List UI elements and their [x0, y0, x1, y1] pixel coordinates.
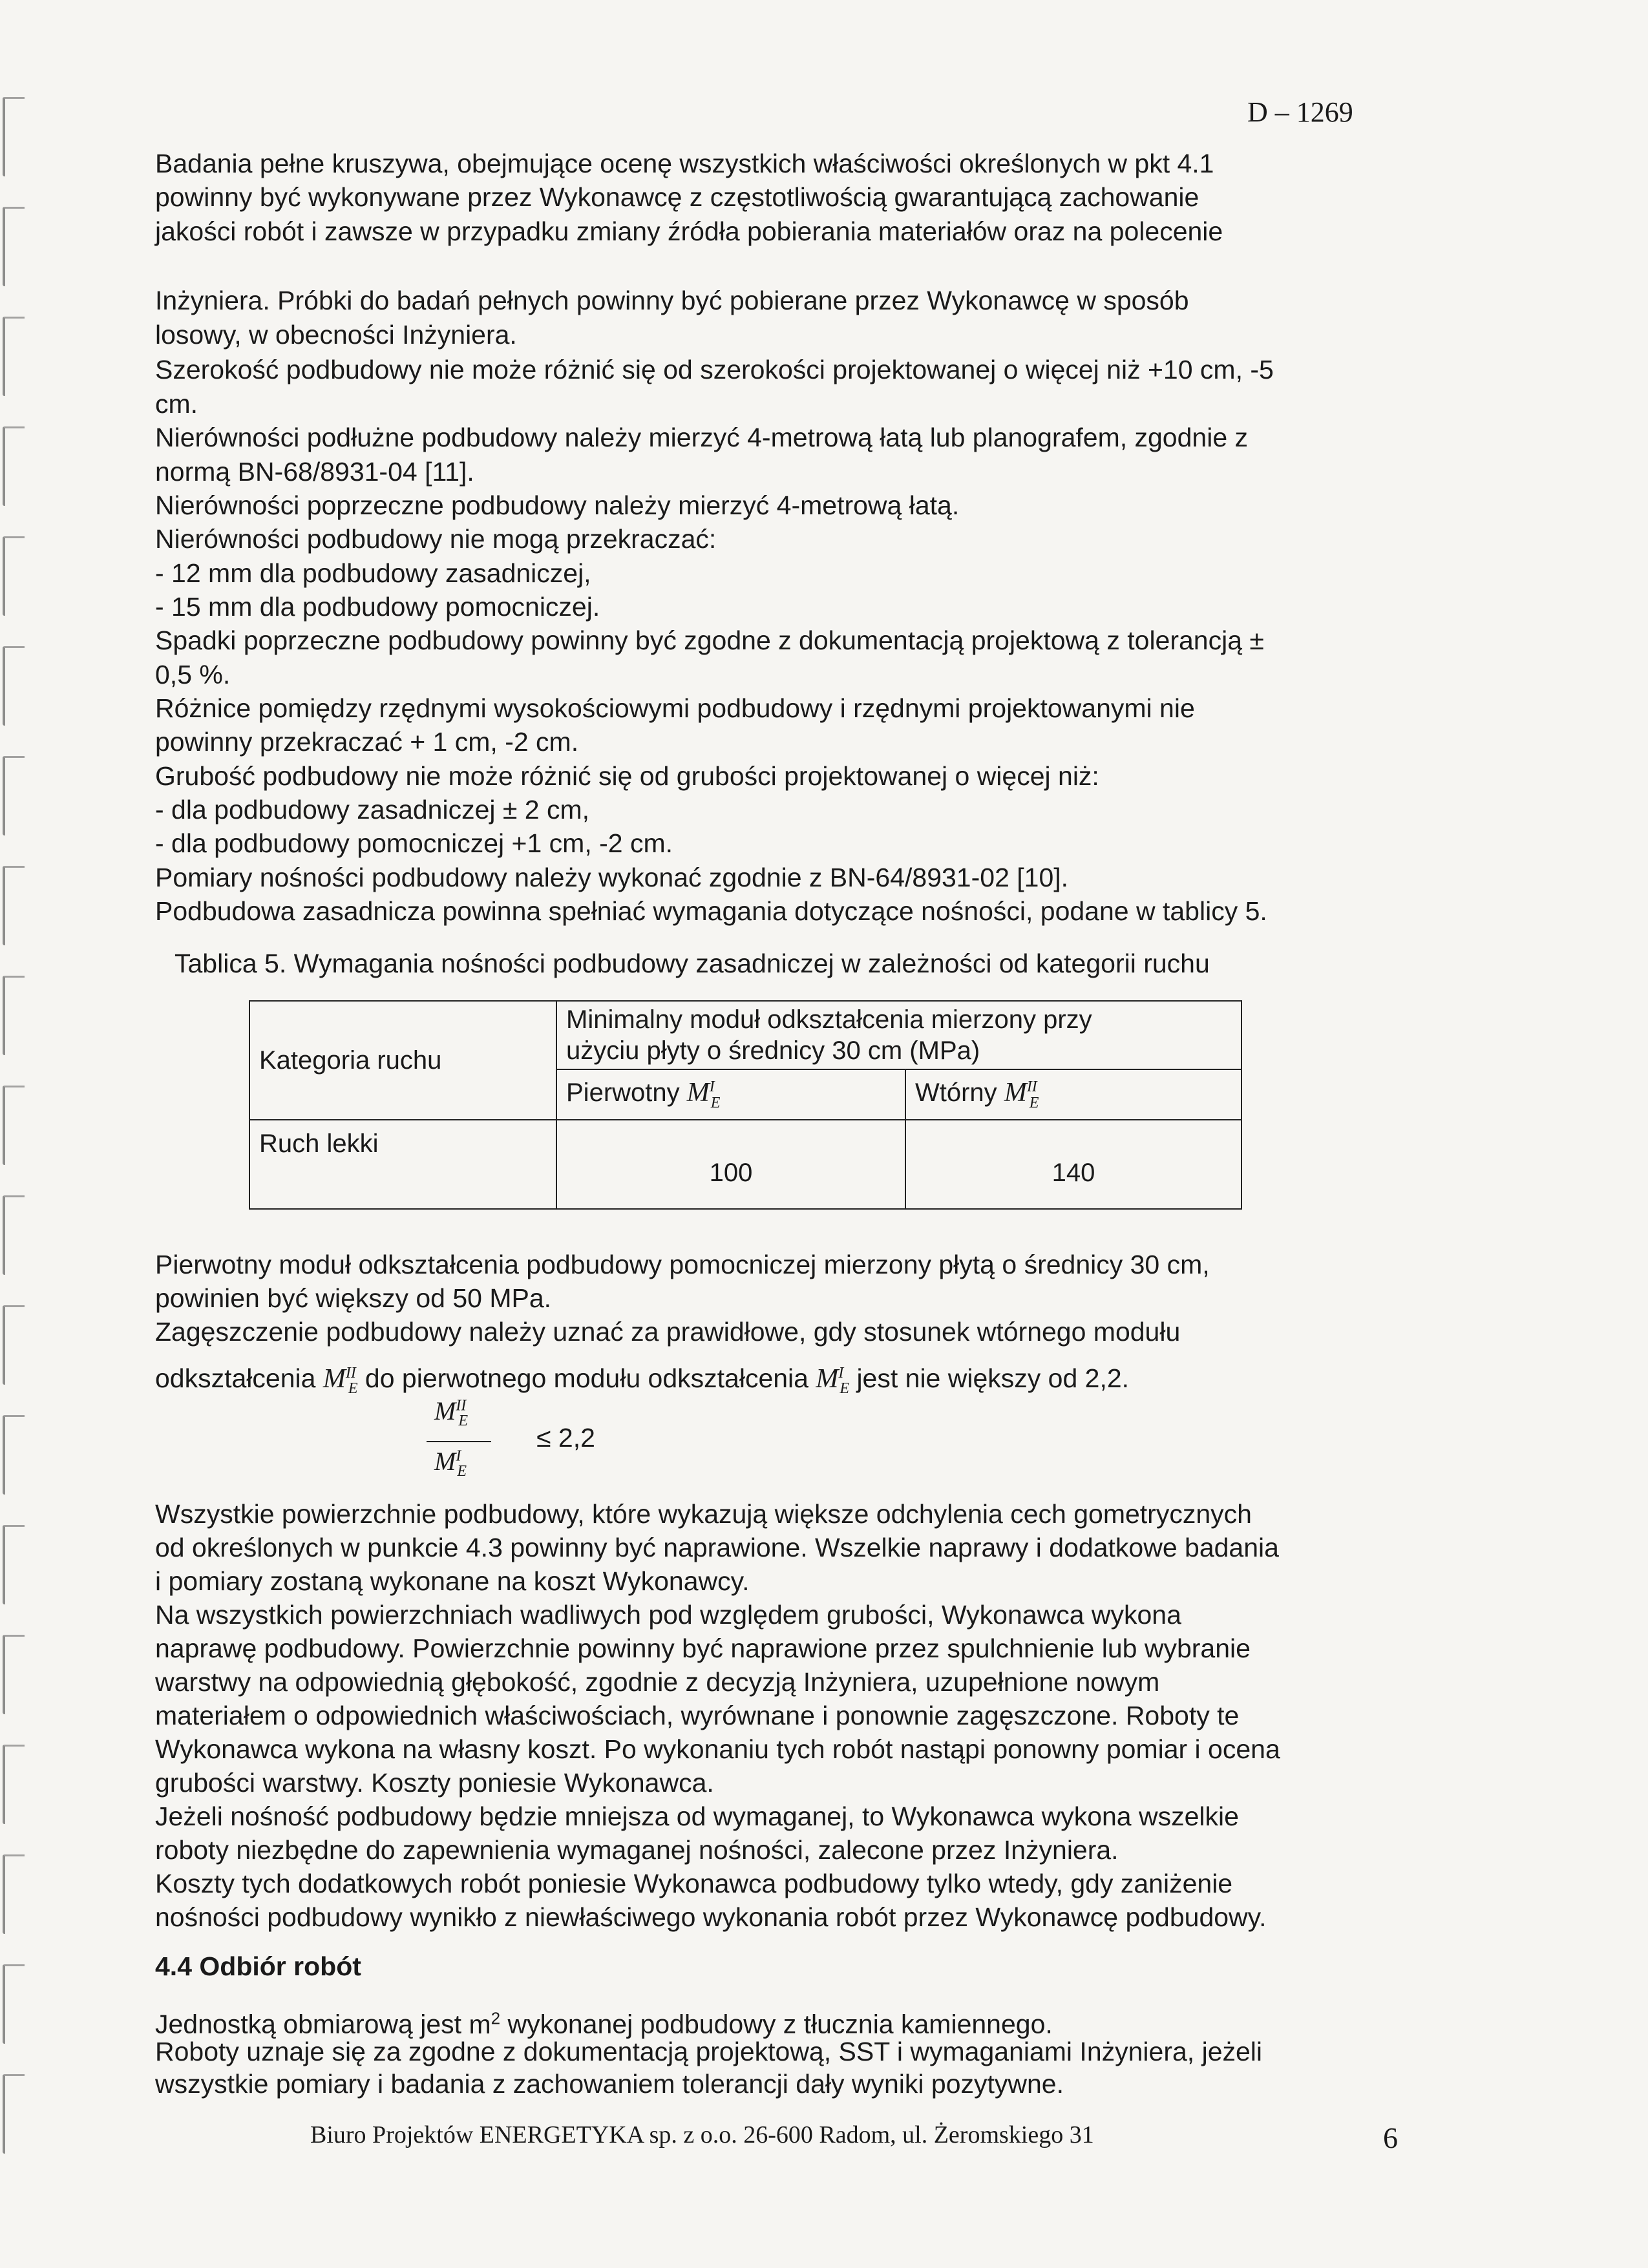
binder-hole [3, 1305, 25, 1385]
text-line: - 15 mm dla podbudowy pomocniczej. [155, 592, 600, 622]
symbol-me1: $M^I_E$ [686, 1078, 721, 1111]
section-heading: 4.4 Odbiór robót [155, 1951, 361, 1981]
symbol-me1: $M^I_E$ [816, 1364, 850, 1398]
binder-hole [3, 1086, 25, 1165]
text-line: Nierówności podbudowy nie mogą przekraczać: [155, 524, 717, 554]
document-number: D – 1269 [1247, 96, 1353, 128]
binder-hole [3, 426, 25, 506]
text-line: Nierówności poprzeczne podbudowy należy mierzyć 4-metrową łatą. [155, 490, 960, 520]
text-line: Podbudowa zasadnicza powinna spełniać wymagania dotyczące nośności, podane w tablicy 5. [155, 896, 1267, 926]
binder-hole [3, 1854, 25, 1934]
text-line: grubości warstwy. Koszty poniesie Wykonawca. [155, 1768, 714, 1798]
text-line: Inżyniera. Próbki do badań pełnych powinny być pobierane przez Wykonawcę w sposób [155, 286, 1189, 315]
text-line: materiałem o odpowiednich właściwościach, wyrównane i ponownie zagęszczone. Roboty te [155, 1701, 1240, 1730]
text-line: normą BN-68/8931-04 [11]. [155, 457, 474, 487]
text-line: i pomiary zostaną wykonane na koszt Wykonawcy. [155, 1566, 750, 1596]
header-min-modulus-line1: Minimalny moduł odkształcenia mierzony przy [566, 1005, 1092, 1034]
binder-hole [3, 2074, 25, 2154]
binder-hole [3, 646, 25, 726]
text-line: od określonych w punkcie 4.3 powinny być naprawione. Wszelkie naprawy i dodatkowe badania [155, 1533, 1279, 1562]
binder-hole [3, 1745, 25, 1824]
bearing-capacity-table [249, 1000, 1242, 1210]
row-category: Ruch lekki [249, 1120, 556, 1209]
header-min-modulus-line2: użyciu płyty o średnicy 30 cm (MPa) [566, 1036, 980, 1065]
symbol-me2: $M^{II}_E$ [322, 1364, 358, 1398]
binder-holes [0, 0, 39, 2268]
text-line: Na wszystkich powierzchniach wadliwych pod względem grubości, Wykonawca wykona [155, 1600, 1181, 1630]
row-primary-value: 100 [556, 1120, 905, 1209]
text-line: Koszty tych dodatkowych robót poniesie Wykonawca podbudowy tylko wtedy, gdy zaniżenie [155, 1869, 1233, 1898]
text-line: Szerokość podbudowy nie może różnić się od szerokości projektowanej o więcej niż +10 cm, -5 [155, 355, 1274, 384]
text-line: nośności podbudowy wynikło z niewłaściwego wykonania robót przez Wykonawcę podbudowy. [155, 1902, 1267, 1932]
symbol-me2: $M^{II}_E$ [1004, 1078, 1039, 1111]
text-line: powinien być większy od 50 MPa. [155, 1283, 552, 1313]
text-line: Grubość podbudowy nie może różnić się od grubości projektowanej o więcej niż: [155, 761, 1099, 791]
text-line: Wszystkie powierzchnie podbudowy, które wykazują większe odchylenia cech gometrycznych [155, 1499, 1252, 1529]
text-line: Wykonawca wykona na własny koszt. Po wykonaniu tych robót nastąpi ponowny pomiar i ocena [155, 1734, 1280, 1764]
text-line: jakości robót i zawsze w przypadku zmiany źródła pobierania materiałów oraz na polecenie [155, 216, 1223, 246]
text-line: Roboty uznaje się za zgodne z dokumentacją projektową, SST i wymaganiami Inżyniera, jeżeli [155, 2037, 1263, 2066]
text-line: powinny być wykonywane przez Wykonawcę z częstotliwością gwarantującą zachowanie [155, 182, 1199, 212]
unit-line: Jednostką obmiarową jest $m^2$ wykonanej podbudowy z tłucznia kamiennego. [155, 2008, 1053, 2039]
text-line: Jeżeli nośność podbudowy będzie mniejsza od wymaganej, to Wykonawca wykona wszelkie [155, 1801, 1239, 1831]
binder-hole [3, 756, 25, 835]
formula-fraction-bar [427, 1441, 491, 1442]
binder-hole [3, 976, 25, 1055]
text-line: powinny przekraczać + 1 cm, -2 cm. [155, 727, 579, 757]
unit-symbol: $m^2$ [469, 2008, 501, 2039]
binder-hole [3, 97, 25, 176]
ratio-line: odkształcenia $M^{II}_E$ do pierwotnego modułu odkształcenia $M^I_E$ jest nie większy od 2,2. [155, 1363, 1130, 1398]
binder-hole [3, 866, 25, 945]
binder-hole [3, 1635, 25, 1714]
binder-hole [3, 1964, 25, 2044]
formula-denominator: $M^I_E$ [434, 1447, 467, 1480]
binder-hole [3, 207, 25, 286]
header-secondary-modulus: Wtórny $M^{II}_E$ [905, 1069, 1241, 1120]
text-line: Pierwotny moduł odkształcenia podbudowy pomocniczej mierzony płytą o średnicy 30 cm, [155, 1250, 1210, 1279]
text-line: roboty niezbędne do zapewnienia wymaganej nośności, zalecone przez Inżyniera. [155, 1835, 1119, 1865]
text-line: Zagęszczenie podbudowy należy uznać za prawidłowe, gdy stosunek wtórnego modułu [155, 1317, 1181, 1347]
text-line: losowy, w obecności Inżyniera. [155, 320, 517, 350]
header-min-modulus [556, 1001, 1241, 1069]
table-caption: Tablica 5. Wymagania nośności podbudowy zasadniczej w zależności od kategorii ruchu [174, 949, 1210, 978]
binder-hole [3, 1195, 25, 1275]
row-secondary-value: 140 [905, 1120, 1241, 1209]
text-line: - dla podbudowy zasadniczej ± 2 cm, [155, 795, 590, 824]
text-line: naprawę podbudowy. Powierzchnie powinny być naprawione przez spulchnienie lub wybranie [155, 1633, 1251, 1663]
text-line: Pomiary nośności podbudowy należy wykonać zgodnie z BN-64/8931-02 [10]. [155, 863, 1069, 892]
text-line: Nierówności podłużne podbudowy należy mierzyć 4-metrową łatą lub planografem, zgodnie z [155, 423, 1249, 452]
text-line: - dla podbudowy pomocniczej +1 cm, -2 cm. [155, 828, 673, 858]
binder-hole [3, 317, 25, 396]
text-line: Spadki poprzeczne podbudowy powinny być zgodne z dokumentacją projektową z tolerancją ± [155, 625, 1264, 655]
header-primary-modulus: Pierwotny $M^I_E$ [556, 1069, 905, 1120]
text-line: warstwy na odpowiednią głębokość, zgodnie z decyzją Inżyniera, uzupełnione nowym [155, 1667, 1160, 1697]
header-category: Kategoria ruchu [249, 1001, 556, 1120]
binder-hole [3, 1525, 25, 1604]
text-line: - 12 mm dla podbudowy zasadniczej, [155, 558, 591, 588]
text-line: Badania pełne kruszywa, obejmujące ocenę wszystkich właściwości określonych w pkt 4.1 [155, 149, 1214, 178]
text-line: Różnice pomiędzy rzędnymi wysokościowymi podbudowy i rzędnymi projektowanymi nie [155, 693, 1195, 723]
formula-rhs: ≤ 2,2 [536, 1423, 595, 1453]
formula-numerator: $M^{II}_E$ [434, 1396, 468, 1429]
text-line: cm. [155, 389, 198, 419]
binder-hole [3, 536, 25, 616]
footer-text: Biuro Projektów ENERGETYKA sp. z o.o. 26-600 Radom, ul. Żeromskiego 31 [310, 2121, 1094, 2148]
text-line: 0,5 %. [155, 660, 231, 689]
binder-hole [3, 1415, 25, 1495]
page-number: 6 [1383, 2121, 1398, 2154]
text-line: wszystkie pomiary i badania z zachowaniem tolerancji dały wyniki pozytywne. [155, 2069, 1064, 2099]
